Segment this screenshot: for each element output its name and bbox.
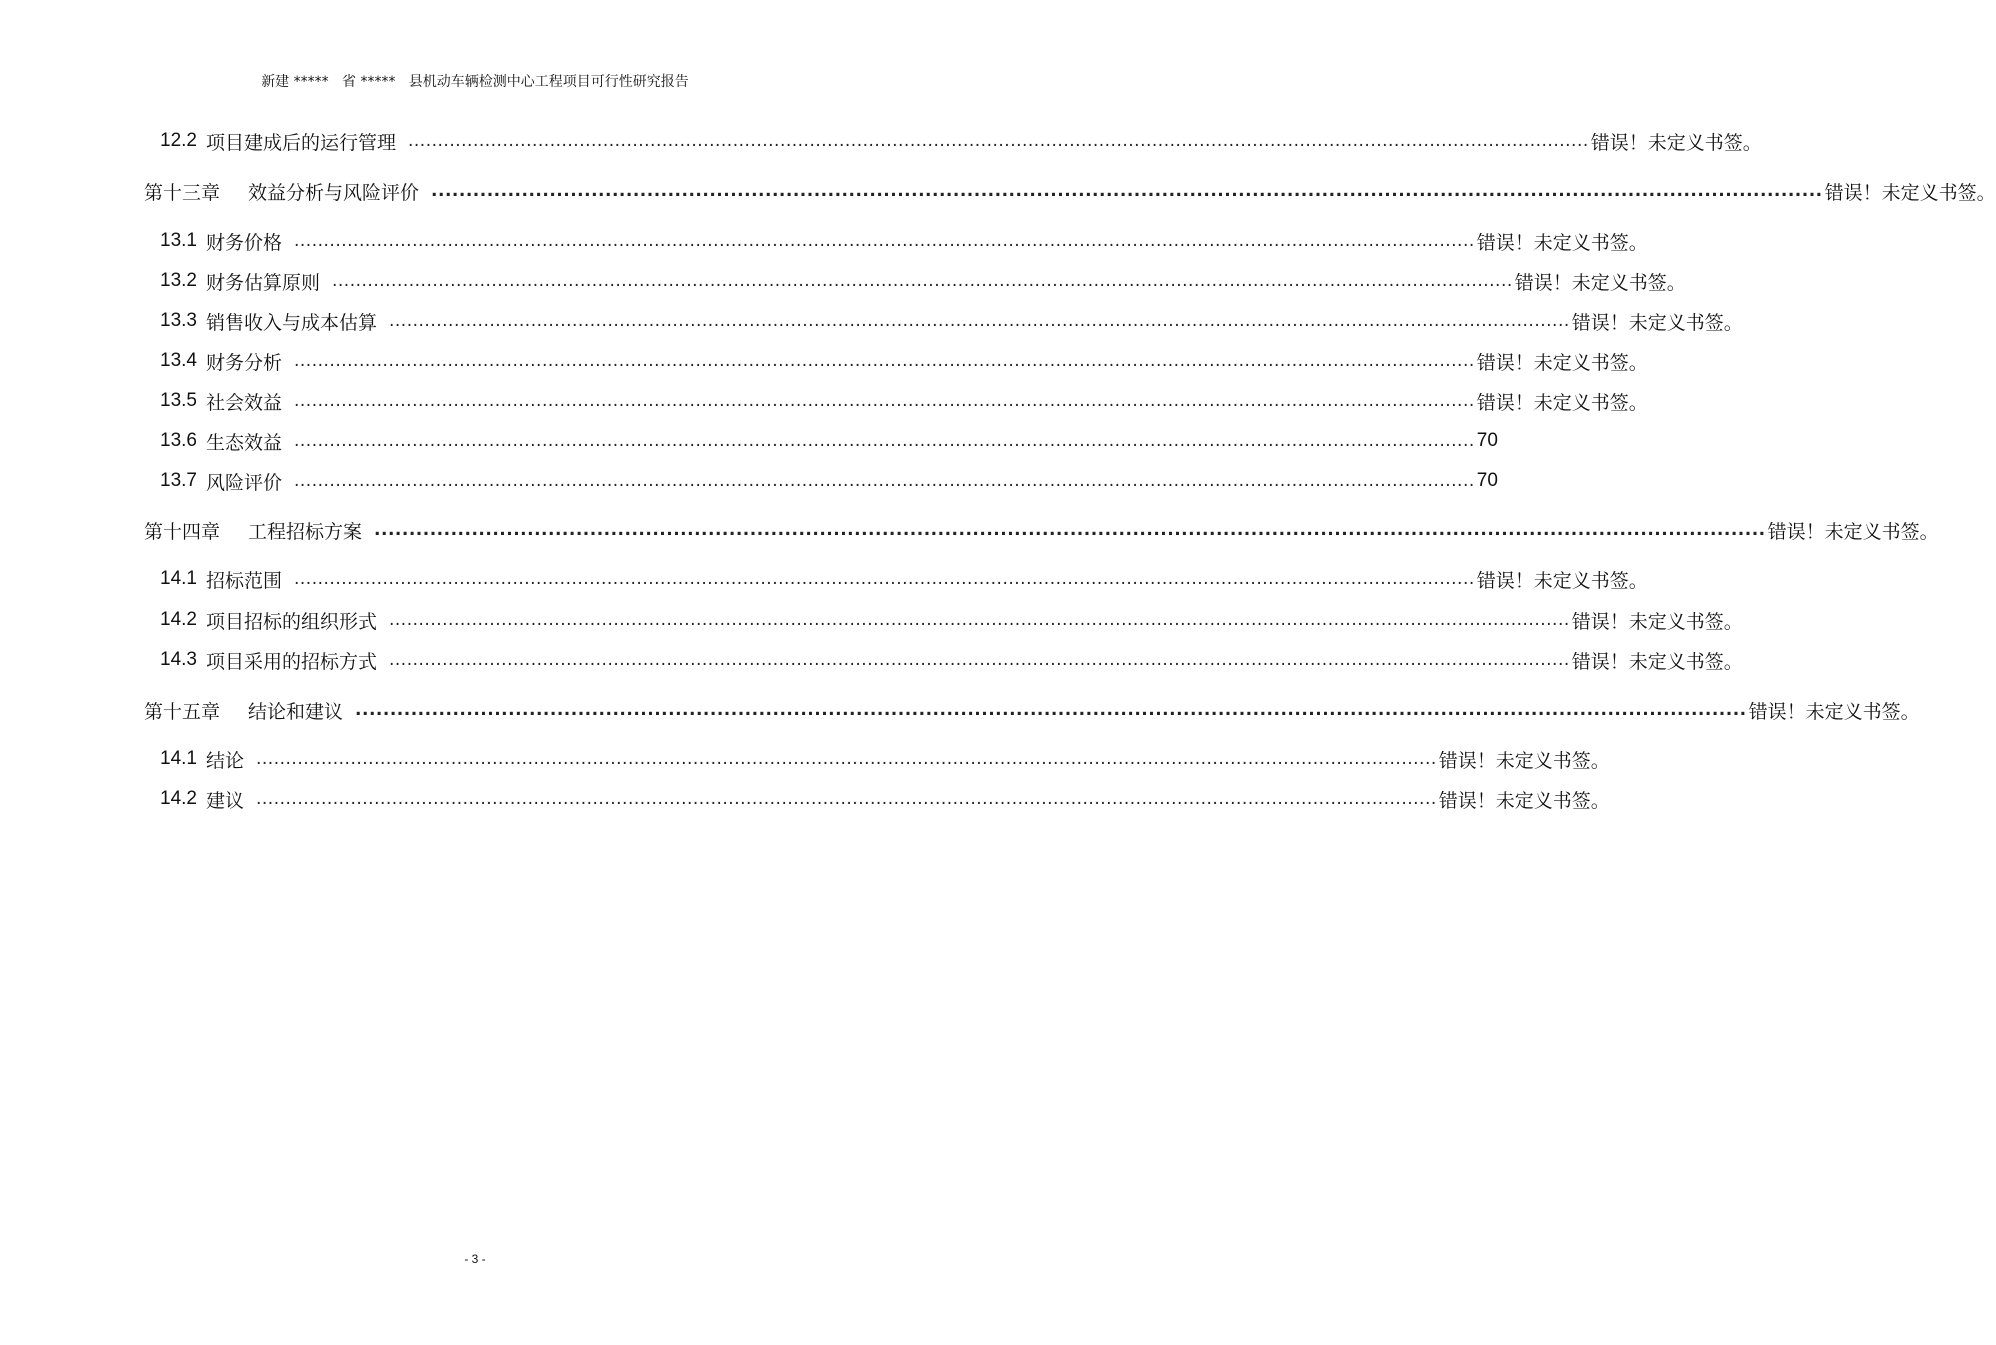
dot-leader: ........................................................................................................................................................................................................ (389, 311, 1570, 331)
toc-page-reference: 错误！未定义书签。 (1571, 311, 1743, 334)
toc-section-entry[interactable] (160, 308, 1743, 334)
dot-leader: ........................................................................................................................................................................................................ (431, 181, 1823, 201)
toc-section-entry[interactable] (160, 268, 1686, 294)
section-title: 结论 (205, 749, 244, 772)
section-title: 风险评价 (205, 471, 282, 494)
section-number: 13.5 (160, 390, 197, 411)
toc-section-entry[interactable] (160, 428, 1498, 454)
section-number: 13.2 (160, 270, 197, 291)
section-number: 13.7 (160, 470, 197, 491)
toc-section-entry[interactable] (160, 566, 1648, 592)
toc-page-reference: 错误！未定义书签。 (1767, 520, 1939, 543)
section-number: 13.3 (160, 310, 197, 331)
chapter-number: 第十三章 (144, 181, 221, 204)
toc-section-entry[interactable] (160, 607, 1743, 633)
section-title: 财务估算原则 (205, 271, 320, 294)
toc-page-reference: 错误！未定义书签。 (1476, 231, 1648, 254)
toc-section-entry[interactable] (160, 746, 1610, 772)
chapter-number: 第十四章 (144, 520, 221, 543)
dot-leader: ........................................................................................................................................................................................................ (294, 351, 1475, 371)
toc-chapter-entry[interactable] (144, 517, 1939, 543)
dot-leader: ........................................................................................................................................................................................................ (294, 231, 1475, 251)
dot-leader: ........................................................................................................................................................................................................ (294, 471, 1475, 491)
dot-leader: ........................................................................................................................................................................................................ (355, 700, 1747, 720)
section-title: 财务价格 (205, 231, 282, 254)
toc-page-reference: 70 (1476, 430, 1498, 451)
toc-section-entry[interactable] (160, 228, 1648, 254)
toc-section-entry[interactable] (160, 348, 1648, 374)
section-number: 14.3 (160, 649, 197, 670)
toc-page-reference: 错误！未定义书签。 (1590, 131, 1762, 154)
chapter-number: 第十五章 (144, 700, 221, 723)
toc-section-entry[interactable] (160, 128, 1762, 154)
section-number: 14.2 (160, 788, 197, 809)
section-title: 招标范围 (205, 569, 282, 592)
toc-chapter-entry[interactable] (144, 697, 1920, 723)
section-title: 社会效益 (205, 391, 282, 414)
section-number: 14.2 (160, 609, 197, 630)
toc-page-reference: 错误！未定义书签。 (1824, 181, 1996, 204)
section-number: 13.1 (160, 230, 197, 251)
toc-page-reference: 错误！未定义书签。 (1514, 271, 1686, 294)
chapter-title: 效益分析与风险评价 (248, 181, 420, 204)
section-number: 14.1 (160, 568, 197, 589)
section-title: 项目采用的招标方式 (205, 650, 377, 673)
toc-section-entry[interactable] (160, 468, 1498, 494)
dot-leader: ........................................................................................................................................................................................................ (294, 569, 1475, 589)
dot-leader: ........................................................................................................................................................................................................ (389, 650, 1570, 670)
toc-page-reference: 错误！未定义书签。 (1476, 351, 1648, 374)
dot-leader: ........................................................................................................................................................................................................ (332, 271, 1513, 291)
section-title: 财务分析 (205, 351, 282, 374)
toc-page-reference: 错误！未定义书签。 (1476, 391, 1648, 414)
toc-page-reference: 错误！未定义书签。 (1438, 749, 1610, 772)
toc-page-reference: 错误！未定义书签。 (1438, 789, 1610, 812)
page-number: - 3 - (464, 1252, 486, 1266)
toc-page-reference: 错误！未定义书签。 (1748, 700, 1920, 723)
dot-leader: ........................................................................................................................................................................................................ (256, 749, 1437, 769)
section-title: 销售收入与成本估算 (205, 311, 377, 334)
section-number: 12.2 (160, 130, 197, 151)
toc-page-reference: 70 (1476, 470, 1498, 491)
toc-chapter-entry[interactable] (144, 178, 1996, 204)
section-title: 项目招标的组织形式 (205, 610, 377, 633)
toc-section-entry[interactable] (160, 786, 1610, 812)
section-number: 13.4 (160, 350, 197, 371)
chapter-title: 结论和建议 (248, 700, 344, 723)
dot-leader: ........................................................................................................................................................................................................ (408, 131, 1589, 151)
running-header: 新建 ***** 省 ***** 县机动车辆检测中心工程项目可行性研究报告 (261, 74, 689, 90)
section-number: 13.6 (160, 430, 197, 451)
toc-page-reference: 错误！未定义书签。 (1571, 650, 1743, 673)
section-title: 项目建成后的运行管理 (205, 131, 396, 154)
section-number: 14.1 (160, 748, 197, 769)
dot-leader: ........................................................................................................................................................................................................ (389, 610, 1570, 630)
toc-page-reference: 错误！未定义书签。 (1476, 569, 1648, 592)
chapter-title: 工程招标方案 (248, 520, 363, 543)
dot-leader: ........................................................................................................................................................................................................ (294, 391, 1475, 411)
dot-leader: ........................................................................................................................................................................................................ (294, 431, 1475, 451)
toc-section-entry[interactable] (160, 647, 1743, 673)
dot-leader: ........................................................................................................................................................................................................ (256, 789, 1437, 809)
toc-section-entry[interactable] (160, 388, 1648, 414)
section-title: 建议 (205, 789, 244, 812)
dot-leader: ........................................................................................................................................................................................................ (374, 520, 1766, 540)
toc-page-reference: 错误！未定义书签。 (1571, 610, 1743, 633)
section-title: 生态效益 (205, 431, 282, 454)
